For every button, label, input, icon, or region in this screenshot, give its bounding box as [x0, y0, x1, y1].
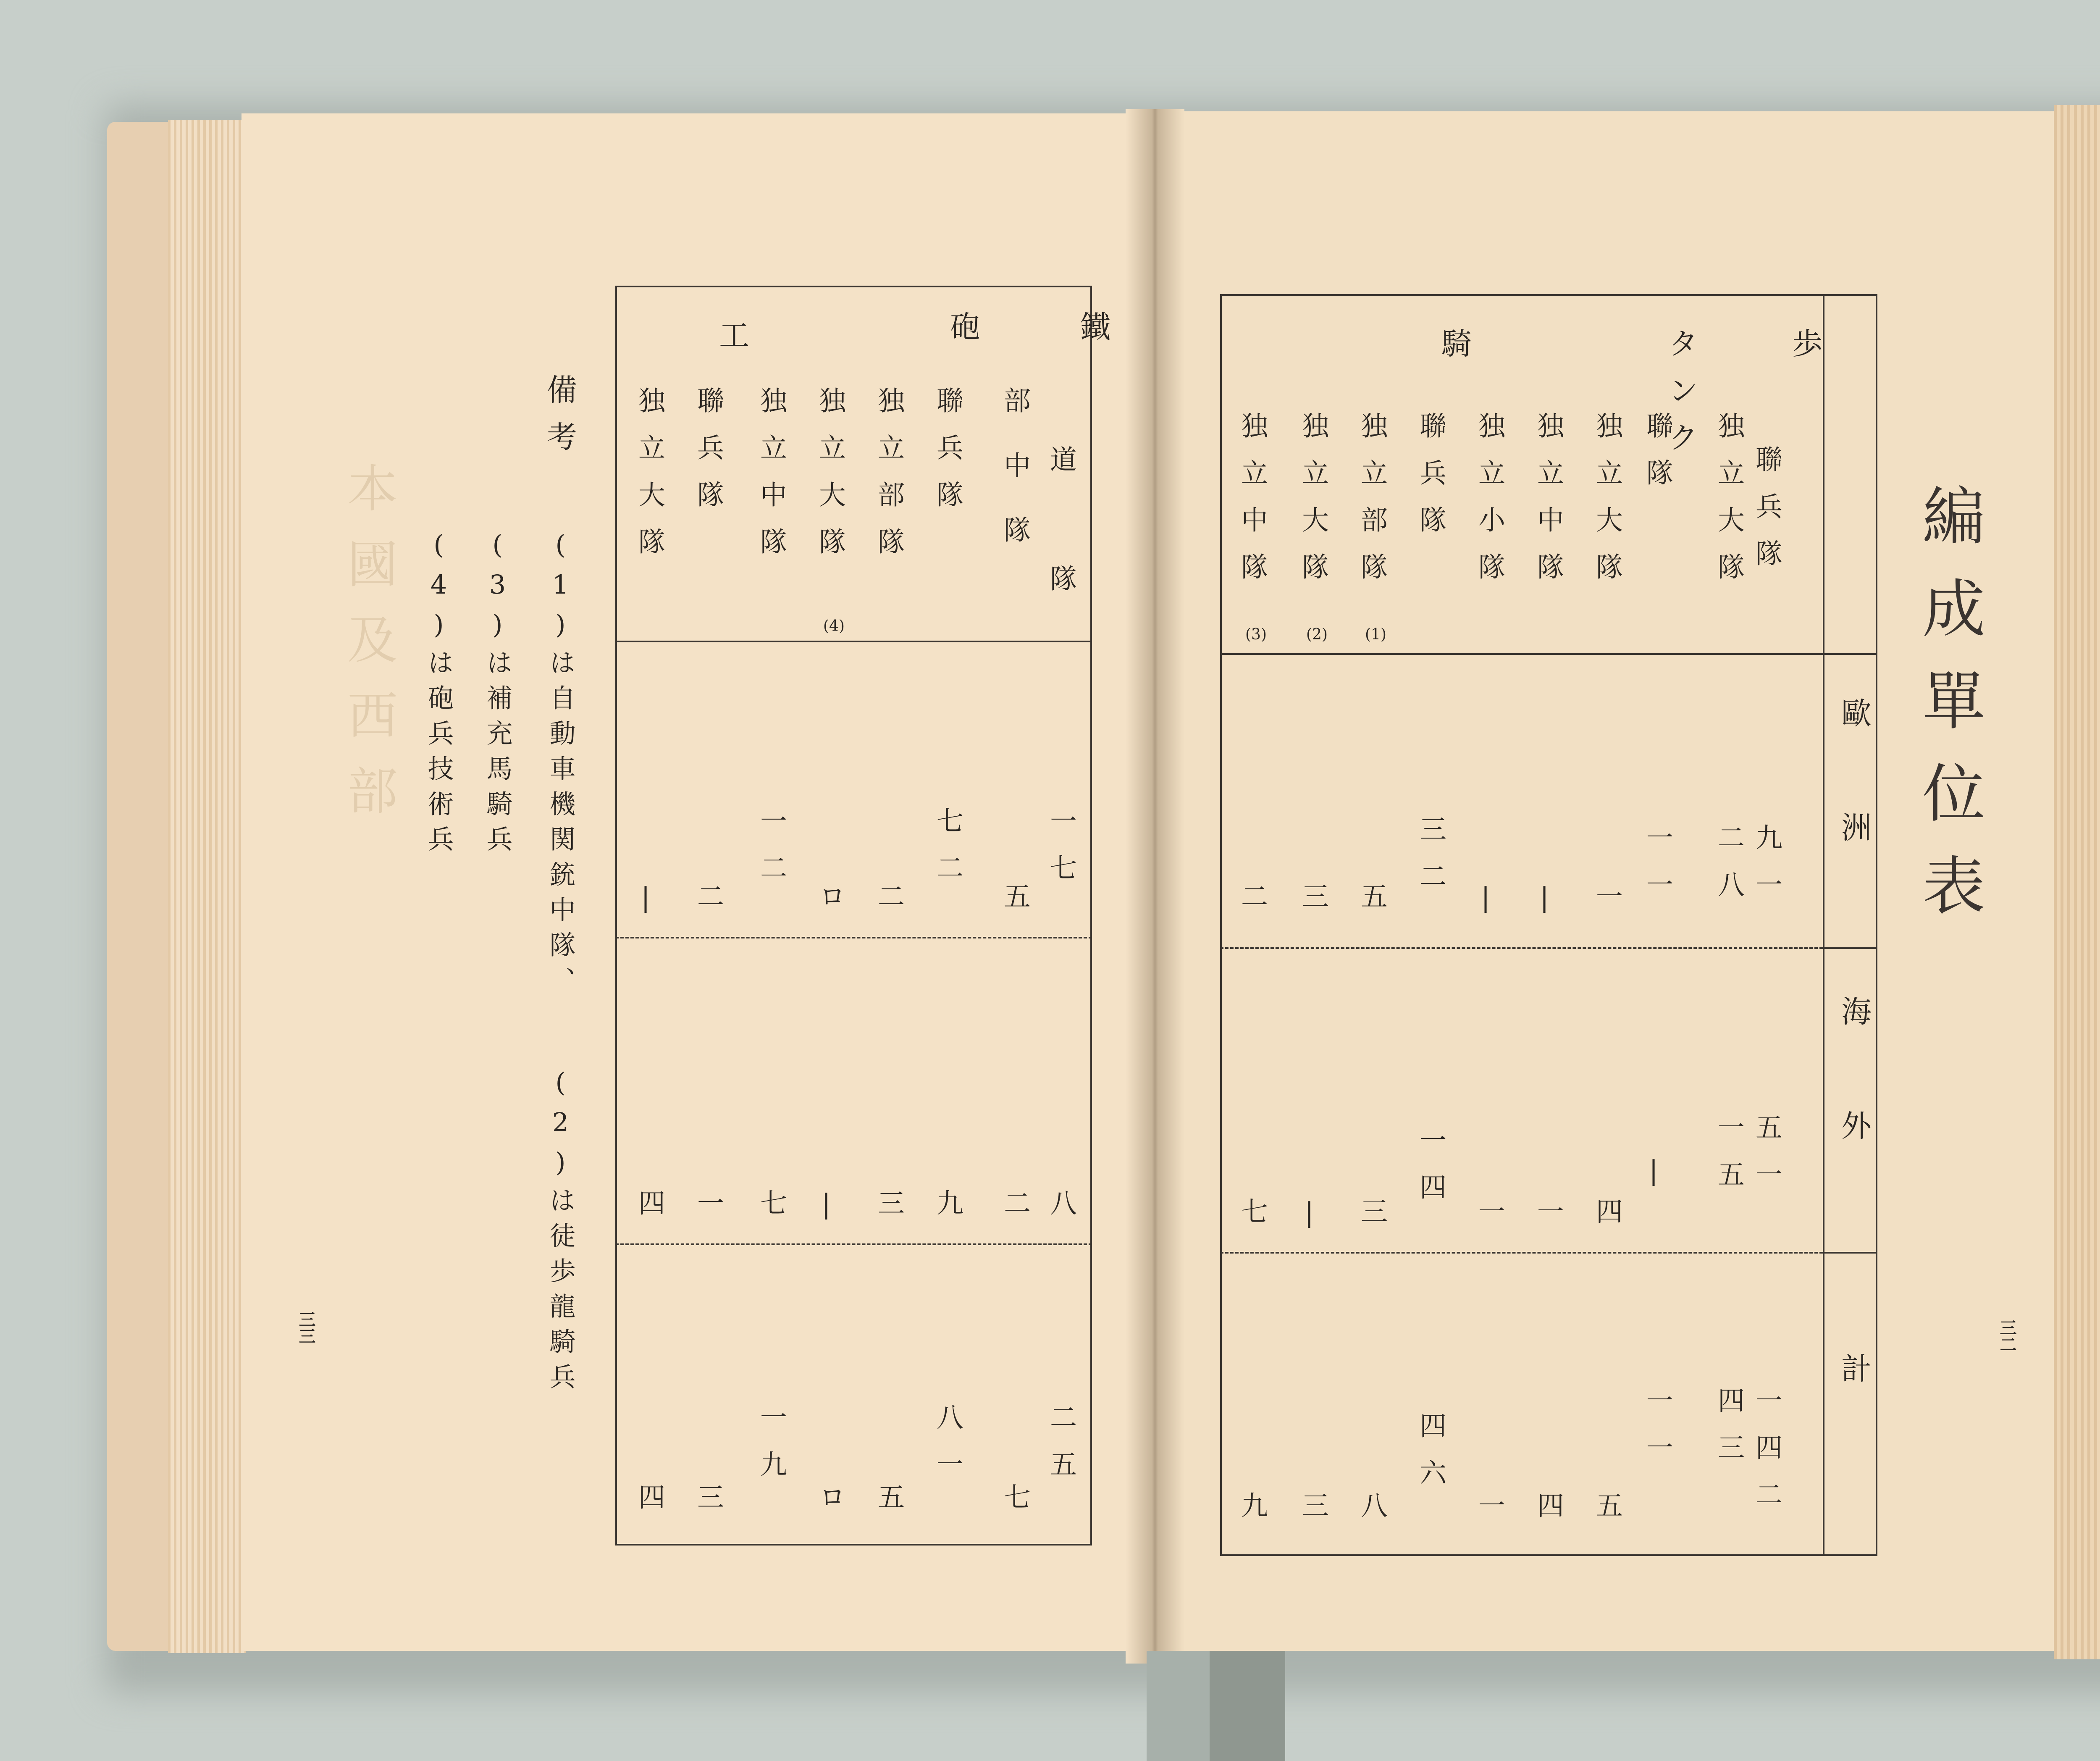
category-engineer: 工 [714, 319, 749, 366]
unit-total: 八 [1356, 1491, 1387, 1538]
row-header-total: 計 [1836, 1353, 1872, 1400]
unit-total: 二五 [1045, 1403, 1076, 1497]
unit-overseas: 一 [1533, 1197, 1564, 1244]
unit-total: 四三 [1713, 1386, 1744, 1480]
unit-label: 聯兵隊 [693, 386, 724, 528]
bookmark-ribbon [1147, 1651, 1214, 1761]
unit-label: 独立大隊 [634, 386, 665, 575]
unit-overseas: 五一 [1751, 1113, 1782, 1207]
unit-total: 一 [1474, 1491, 1505, 1538]
unit-total: 五 [1591, 1491, 1622, 1538]
unit-overseas: 九 [932, 1189, 963, 1236]
unit-total: 三 [1297, 1491, 1328, 1538]
unit-europe: 九一 [1751, 823, 1782, 917]
unit-europe: 一一 [1642, 823, 1673, 917]
category-tank: タンク [1663, 328, 1698, 469]
unit-total: 一一 [1642, 1386, 1673, 1480]
unit-europe: | [1529, 882, 1560, 933]
unit-europe: 五 [999, 882, 1030, 929]
unit-label: 独立大隊 [814, 386, 845, 575]
unit-total: 七 [999, 1483, 1030, 1530]
unit-europe: 一二 [756, 807, 787, 901]
unit-total: 八一 [932, 1403, 963, 1497]
unit-overseas: 四 [1591, 1197, 1622, 1244]
unit-label: 道隊 [1045, 445, 1076, 684]
unit-overseas: 一四 [1415, 1126, 1446, 1220]
category-railway: 鐵 [1075, 311, 1110, 358]
unit-overseas: 一 [693, 1189, 724, 1236]
unit-europe: 七二 [932, 807, 963, 901]
remark-item: (2)は徒歩龍騎兵 [545, 1067, 576, 1398]
remark-item: (1)は自動車機関銃中隊、 [545, 529, 576, 1002]
unit-europe: 五 [1356, 882, 1387, 929]
unit-label: 独立大隊 [1297, 412, 1328, 600]
unit-label: 独立大隊 [1713, 412, 1744, 600]
unit-europe: 一七 [1045, 807, 1076, 901]
unit-europe: 二 [873, 882, 904, 929]
unit-europe: 二八 [1713, 823, 1744, 917]
unit-europe: 二 [1236, 882, 1268, 929]
unit-overseas: 二 [999, 1189, 1030, 1236]
unit-europe: ロ [814, 882, 845, 929]
page-edges-right [2054, 105, 2100, 1659]
unit-label: 独立部隊 [873, 386, 904, 575]
unit-europe: 三二 [1415, 815, 1446, 909]
unit-overseas: 七 [756, 1189, 787, 1236]
page-title: 編成單位表 [1911, 483, 1984, 945]
unit-overseas: 七 [1236, 1197, 1268, 1244]
unit-label: 聯隊 [1642, 412, 1673, 506]
unit-overseas: | [1294, 1197, 1325, 1248]
footnote-ref: (1) [1365, 626, 1386, 643]
unit-europe: | [630, 882, 661, 933]
unit-overseas: 三 [1356, 1197, 1387, 1244]
category-infantry: 歩 [1787, 328, 1822, 375]
category-artillery: 砲 [945, 311, 980, 358]
unit-total: 三 [693, 1483, 724, 1530]
unit-label: 独立中隊 [756, 386, 787, 575]
unit-overseas: 三 [873, 1189, 904, 1236]
bookmark-ribbon-dark [1210, 1651, 1285, 1761]
unit-overseas: 一 [1474, 1197, 1505, 1244]
unit-label: 独立小隊 [1474, 412, 1505, 600]
unit-label: 聯兵隊 [1751, 445, 1782, 586]
unit-total: 五 [873, 1483, 904, 1530]
unit-label: 独立中隊 [1533, 412, 1564, 600]
bleed-through-text: 本國及西部 [339, 462, 397, 840]
row-header-europe: 歐洲 [1836, 697, 1872, 926]
footnote-ref: (2) [1306, 626, 1328, 643]
unit-total: 四 [634, 1483, 665, 1530]
unit-label: 独立大隊 [1591, 412, 1622, 600]
page-edges-left [168, 120, 246, 1653]
unit-total: 九 [1236, 1491, 1268, 1538]
unit-label: 聯兵隊 [932, 386, 963, 528]
unit-label: 部中隊 [999, 386, 1030, 581]
unit-overseas: | [1638, 1155, 1669, 1206]
row-header-overseas: 海外 [1836, 996, 1872, 1224]
unit-total: 四六 [1415, 1411, 1446, 1506]
unit-label: 聯兵隊 [1415, 412, 1446, 553]
unit-overseas: | [811, 1189, 842, 1240]
unit-europe: 三 [1297, 882, 1328, 929]
remark-item: (3)は補充馬騎兵 [482, 529, 513, 861]
remark-item: (4)は砲兵技術兵 [423, 529, 454, 861]
unit-total: 一四二 [1751, 1386, 1782, 1527]
unit-label: 独立中隊 [1236, 412, 1268, 600]
footnote-ref: (3) [1245, 626, 1267, 643]
book-cover-left [107, 122, 174, 1651]
unit-europe: 一 [1591, 882, 1622, 929]
unit-overseas: 八 [1045, 1189, 1076, 1236]
unit-total: 一九 [756, 1403, 787, 1497]
remarks-heading: 備考 [542, 374, 577, 468]
footnote-ref: (4) [823, 618, 845, 635]
unit-overseas: 一五 [1713, 1113, 1744, 1207]
unit-europe: | [1470, 882, 1501, 933]
unit-europe: 二 [693, 882, 724, 929]
unit-label: 独立部隊 [1356, 412, 1387, 600]
page-number-right: 三二 [1997, 1319, 2017, 1353]
unit-total: 四 [1533, 1491, 1564, 1538]
page-number-left: 三三 [296, 1311, 316, 1344]
book-gutter [1126, 109, 1184, 1664]
unit-overseas: 四 [634, 1189, 665, 1236]
unit-total: ロ [814, 1483, 845, 1530]
category-cavalry: 騎 [1436, 328, 1472, 375]
